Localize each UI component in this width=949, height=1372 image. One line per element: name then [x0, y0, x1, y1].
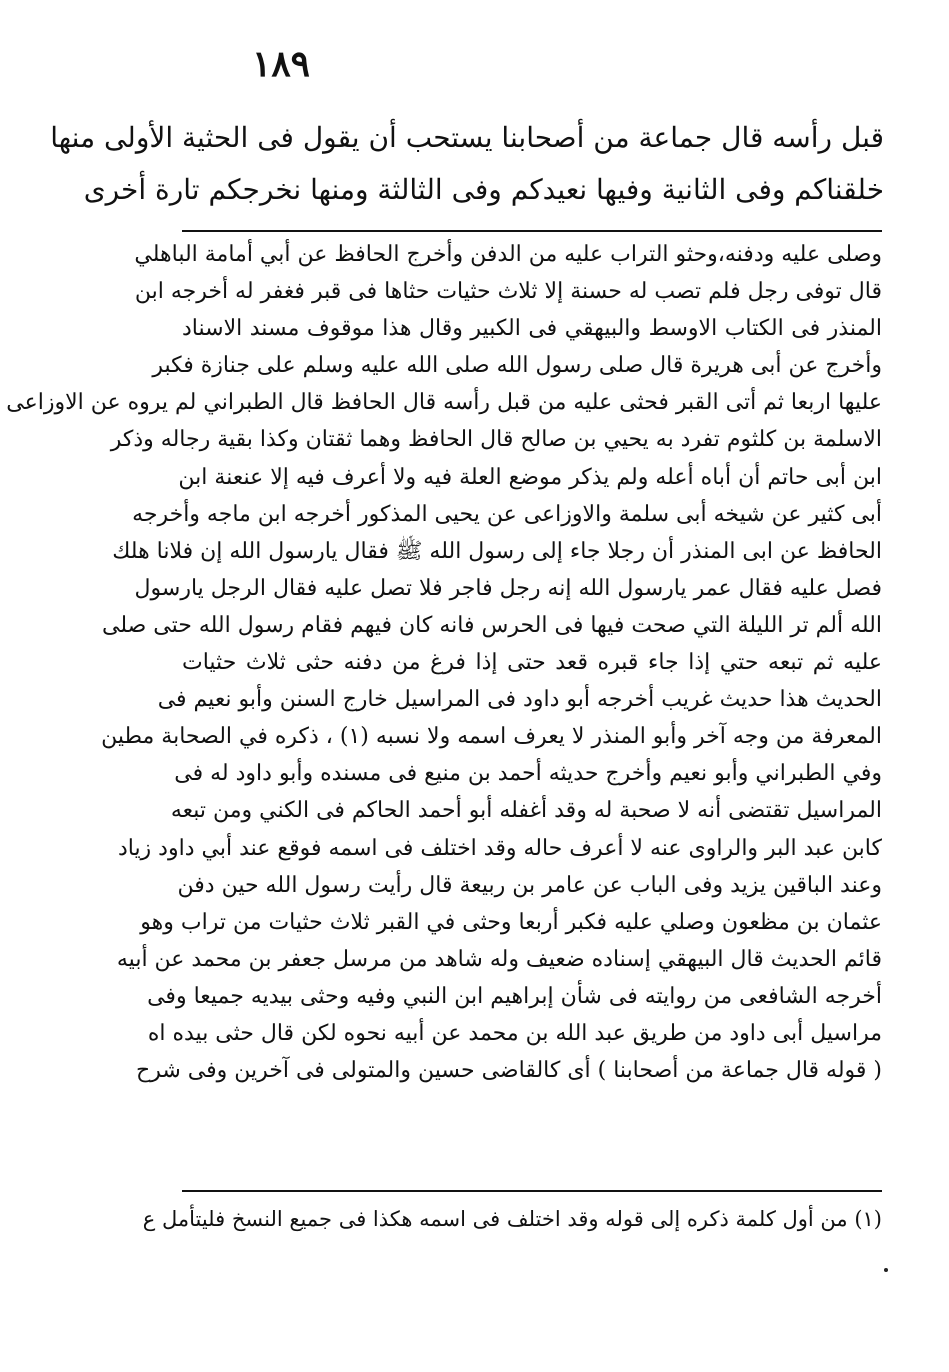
commentary-line: ابن أبى حاتم أن أباه أعله ولم يذكر موضع العلة فيه ولا أعرف فيه إلا عنعنة ابن	[178, 464, 882, 490]
footnote: (١) من أول كلمة ذكره إلى قوله وقد اختلف فى اسمه هكذا فى جميع النسخ فليتأمل ع	[142, 1207, 882, 1231]
commentary-line: وفي الطبراني وأبو نعيم وأخرج حديثه أحمد بن منيع فى مسنده وأبو داود له فى	[174, 761, 882, 787]
commentary-line: المعرفة من وجه آخر وأبو المنذر لا يعرف اسمه ولا نسبه (١) ، ذكره في الصحابة مطين	[101, 724, 882, 750]
commentary-line: أخرجه الشافعى من روايته فى شأن إبراهيم ابن النبي وفيه وحثى بيديه جميعا وفى	[147, 983, 882, 1009]
footnote-separator	[182, 1190, 882, 1192]
commentary-line: ( قوله قال جماعة من أصحابنا ) أى كالقاضى حسين والمتولى فى آخرين وفى شرح	[136, 1058, 882, 1084]
commentary-line: المنذر فى الكتاب الاوسط والبيهقي فى الكبير وقال هذا موقوف مسند الاسناد	[182, 316, 882, 342]
main-text-line: خلقناكم وفى الثانية وفيها نعيدكم وفى الثالثة ومنها نخرجكم تارة أخرى	[83, 173, 884, 206]
commentary-line: قائم الحديث قال البيهقي إسناده ضعيف وله شاهد من مرسل جعفر بن محمد عن أبيه	[116, 946, 882, 972]
commentary-line: وصلى عليه ودفنه،وحثو التراب عليه من الدفن وأخرج الحافظ عن أبي أمامة الباهلي	[134, 242, 882, 267]
commentary-line: الله ألم تر الليلة التي صحت فيها فى الحرس فانه كان فيهم فقام رسول الله حتى صلى	[101, 612, 882, 638]
commentary-line: عثمان بن مظعون وصلي عليه فكبر أربعا وحثى في القبر ثلاث حثيات من تراب وهو	[140, 909, 882, 935]
commentary-line: وعند الباقين يزيد وفى الباب عن عامر بن ربيعة قال رأيت رسول الله حين دفن	[177, 872, 882, 898]
commentary-line: الحديث هذا حديث غريب أخرجه أبو داود فى المراسيل خارج السنن وأبو نعيم فى	[157, 687, 882, 713]
commentary-line: كابن عبد البر والراوى عنه لا أعرف حاله وقد اختلف فى اسمه فوقع عند أبي داود زياد	[117, 835, 882, 861]
commentary-line: وأخرج عن أبى هريرة قال صلى رسول الله صلى الله عليه وسلم على جنازة فكبر	[152, 353, 882, 379]
commentary-line: فصل عليه فقال عمر يارسول الله إنه رجل فاجر فلا تصل عليه فقال الرجل يارسول	[134, 575, 882, 601]
main-text	[50, 112, 884, 216]
commentary-line: قال توفى رجل فلم تصب له حسنة إلا ثلاث حثيات حثاها فى قبر فغفر له أخرجه ابن	[134, 279, 882, 305]
main-text-line: قبل رأسه قال جماعة من أصحابنا يستحب أن يقول فى الحثية الأولى منها	[50, 121, 884, 154]
commentary-line: الحافظ عن ابى المنذر أن رجلا جاء إلى رسول الله ﷺ فقال يارسول الله إن فلانا هلك	[112, 538, 882, 564]
ink-speck	[884, 1268, 888, 1272]
commentary-line: أبى كثير عن شيخه أبى سلمة والاوزاعى عن يحيى المذكور أخرجه ابن ماجه وأخرجه	[132, 501, 882, 527]
commentary-line: المراسيل تقتضى أنه لا صحبة له وقد أغفله أبو أحمد الحاكم فى الكني ومن تبعه	[170, 798, 882, 824]
commentary-line: عليه ثم تبعه حتي إذا جاء قبره قعد حتى إذا فرغ من دفنه حثى ثلاث حثيات	[182, 650, 882, 676]
commentary-text	[6, 236, 882, 1089]
commentary-line: عليها اربعا ثم أتى القبر فحثى عليه من قبل رأسه قال الحافظ قال الطبراني لم يروه عن الاوزاعى	[6, 390, 882, 416]
separator-line	[182, 230, 882, 232]
page-number: ١٨٩	[251, 43, 310, 85]
commentary-line: الاسلمة بن كلثوم تفرد به يحيي بن صالح قال الحافظ وهما ثقتان وكذا بقية رجاله وذكر	[110, 427, 882, 453]
commentary-line: مراسيل أبى داود من طريق عبد الله بن محمد عن أبيه نحوه لكن قال حثى بيده اه	[147, 1020, 882, 1046]
